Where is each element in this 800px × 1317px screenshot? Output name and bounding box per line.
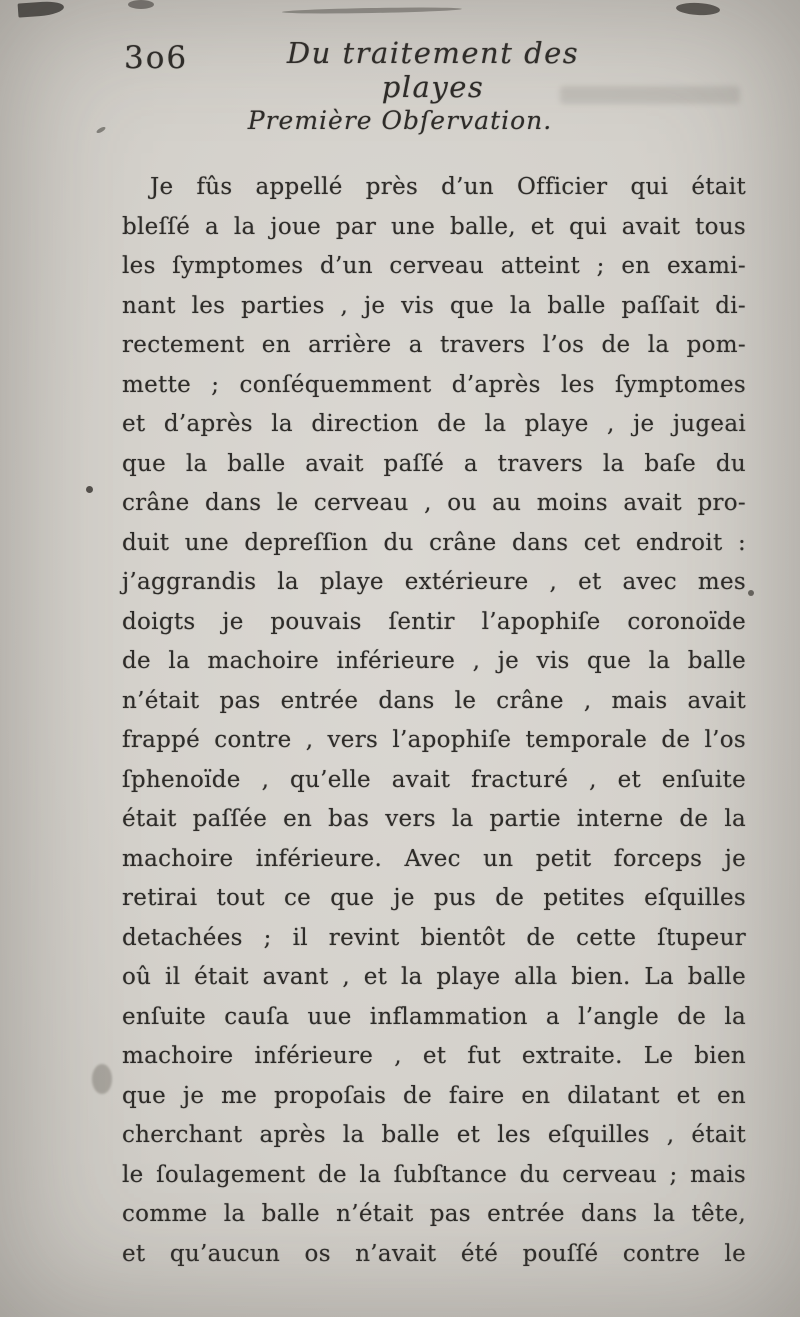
scan-artifact [92,1064,112,1094]
text-line: detachées ; il revint bientôt de cette ſtupeur [122,924,746,951]
text-line: j’aggrandis la playe extérieure , et avec mes [122,569,746,595]
text-line: et qu’aucun os n’avait été pouſſé contre le [122,1240,746,1267]
text-line: les ſymptomes d’un cerveau atteint ; en exami- [122,253,746,279]
scan-artifact [676,2,721,16]
text-line: duit une depreſſion du crâne dans cet endroit : [122,529,746,556]
text-line: était paſſée en bas vers la partie interne de la [122,806,746,832]
text-line: comme la balle n’était pas entrée dans la tête, [122,1201,746,1227]
text-line: que je me propoſais de faire en dilatant et en [122,1082,746,1109]
running-title: Du traitement des playes [286,36,580,104]
scan-artifact [128,0,154,9]
text-line: nant les parties , je vis que la balle paſſait di- [122,292,746,319]
text-line: que la balle avait paſſé a travers la baſe du [122,450,746,477]
scan-artifact [282,6,462,14]
text-line: doigts je pouvais ſentir l’apophiſe coronoïde [122,608,746,635]
text-line: crâne dans le cerveau , ou au moins avait pro- [122,490,746,516]
text-line: machoire inférieure , et fut extraite. Le bien [122,1043,746,1069]
text-line: cherchant après la balle et les eſquilles , était [122,1122,746,1148]
text-line: retirai tout ce que je pus de petites eſquilles [122,885,746,911]
text-line: bleſſé a la joue par une balle, et qui avait tous [122,213,746,240]
text-line: oû il était avant , et la playe alla bien. La balle [122,964,746,990]
scan-artifact [18,0,65,17]
page-number: 3o6 [124,40,189,76]
text-line: machoire inférieure. Avec un petit forceps je [122,845,746,872]
text-line: Je fûs appellé près d’un Officier qui était [150,174,746,200]
text-line: frappé contre , vers l’apophiſe temporale de l’os [122,727,746,753]
section-title: Première Obſervation. [247,106,553,135]
text-line: mette ; conſéquemment d’après les ſymptomes [122,371,746,398]
text-line: de la machoire inférieure , je vis que la balle [122,648,746,674]
text-line: ſphenoïde , qu’elle avait fracturé , et enſuite [122,766,746,793]
text-line: rectement en arrière a travers l’os de la pom- [122,332,746,358]
text-line: enſuite cauſa uue inflammation a l’angle de la [122,1003,746,1030]
scan-artifact [86,486,93,493]
text-line: et d’après la direction de la playe , je jugeai [122,411,746,437]
text-line: le ſoulagement de la ſubſtance du cerveau ; mais [122,1161,746,1188]
scan-artifact [748,590,754,596]
body-text [122,168,746,1274]
text-line: n’était pas entrée dans le crâne , mais avait [122,687,746,714]
